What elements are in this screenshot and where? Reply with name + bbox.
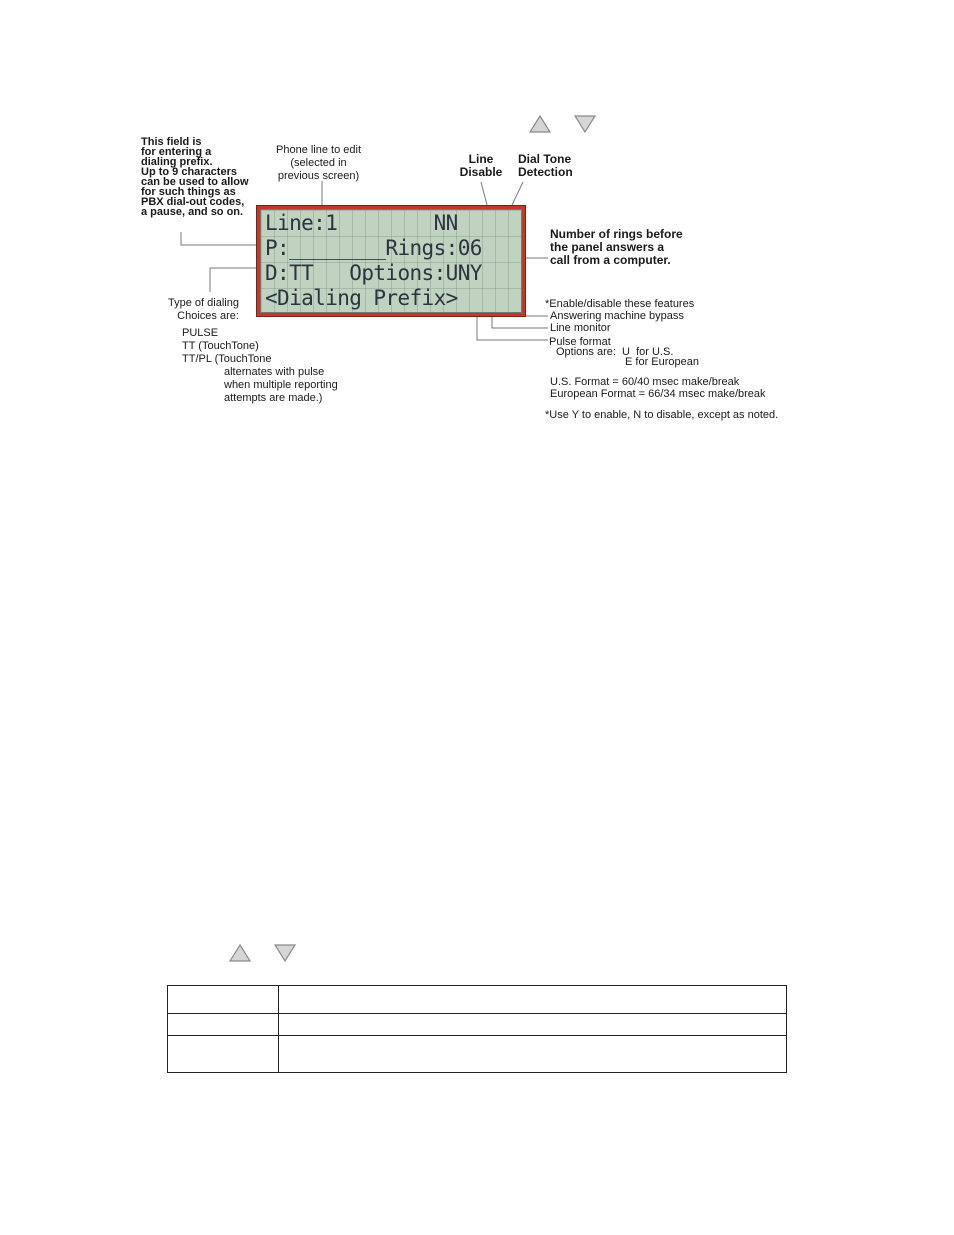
dialing-choices: PULSE TT (TouchTone) TT/PL (TouchTone: [182, 327, 272, 365]
lcd-display: [260, 209, 522, 313]
enable-disable-note: *Enable/disable these features: [545, 298, 695, 310]
line-monitor-label: Line monitor: [550, 322, 611, 334]
table-row: [168, 1014, 787, 1036]
table-cell: [168, 986, 279, 1014]
rings-callout: Number of rings before the panel answers a call from a computer.: [550, 227, 683, 267]
lcd-line-3: D:TT Options:UNY: [265, 261, 482, 285]
table-row: [168, 986, 787, 1014]
lcd-line-2: P:________Rings:06: [265, 236, 482, 260]
dialing-type-title: Type of dialing Choices are:: [168, 297, 239, 322]
options-table: [167, 985, 787, 1073]
line-disable-callout: Line Disable: [459, 152, 503, 179]
prefix-field-callout: This field is for entering a dialing prefix. Up to 9 characters can be used to allow for such things as PBX dial-out codes, a pause, and so on.: [141, 136, 249, 218]
us-format-note: U.S. Format = 60/40 msec make/break: [550, 376, 740, 388]
pulse-options-e: E for European: [625, 356, 699, 368]
pulse-format-label: Pulse format: [549, 336, 611, 348]
eu-format-note: European Format = 66/34 msec make/break: [550, 388, 766, 400]
enable-footnote: *Use Y to enable, N to disable, except as noted.: [545, 409, 779, 421]
pulse-options-u: Options are: U for U.S.: [556, 346, 674, 358]
down-arrow-icon[interactable]: [274, 944, 296, 962]
up-arrow-icon[interactable]: [229, 944, 251, 962]
table-cell: [279, 1036, 787, 1073]
dialing-choices-cont: alternates with pulse when multiple reporting attempts are made.): [224, 366, 338, 404]
dial-tone-callout: Dial Tone Detection: [518, 152, 573, 179]
lcd-line-4: <Dialing Prefix>: [265, 286, 458, 310]
table-cell: [168, 1014, 279, 1036]
table-row: [168, 1036, 787, 1073]
table-cell: [168, 1036, 279, 1073]
answering-machine-label: Answering machine bypass: [550, 310, 684, 322]
table-cell: [279, 986, 787, 1014]
table-cell: [279, 1014, 787, 1036]
lcd-line-1: Line:1 NN: [265, 211, 458, 235]
phone-line-callout: Phone line to edit (selected in previous screen): [276, 144, 362, 182]
